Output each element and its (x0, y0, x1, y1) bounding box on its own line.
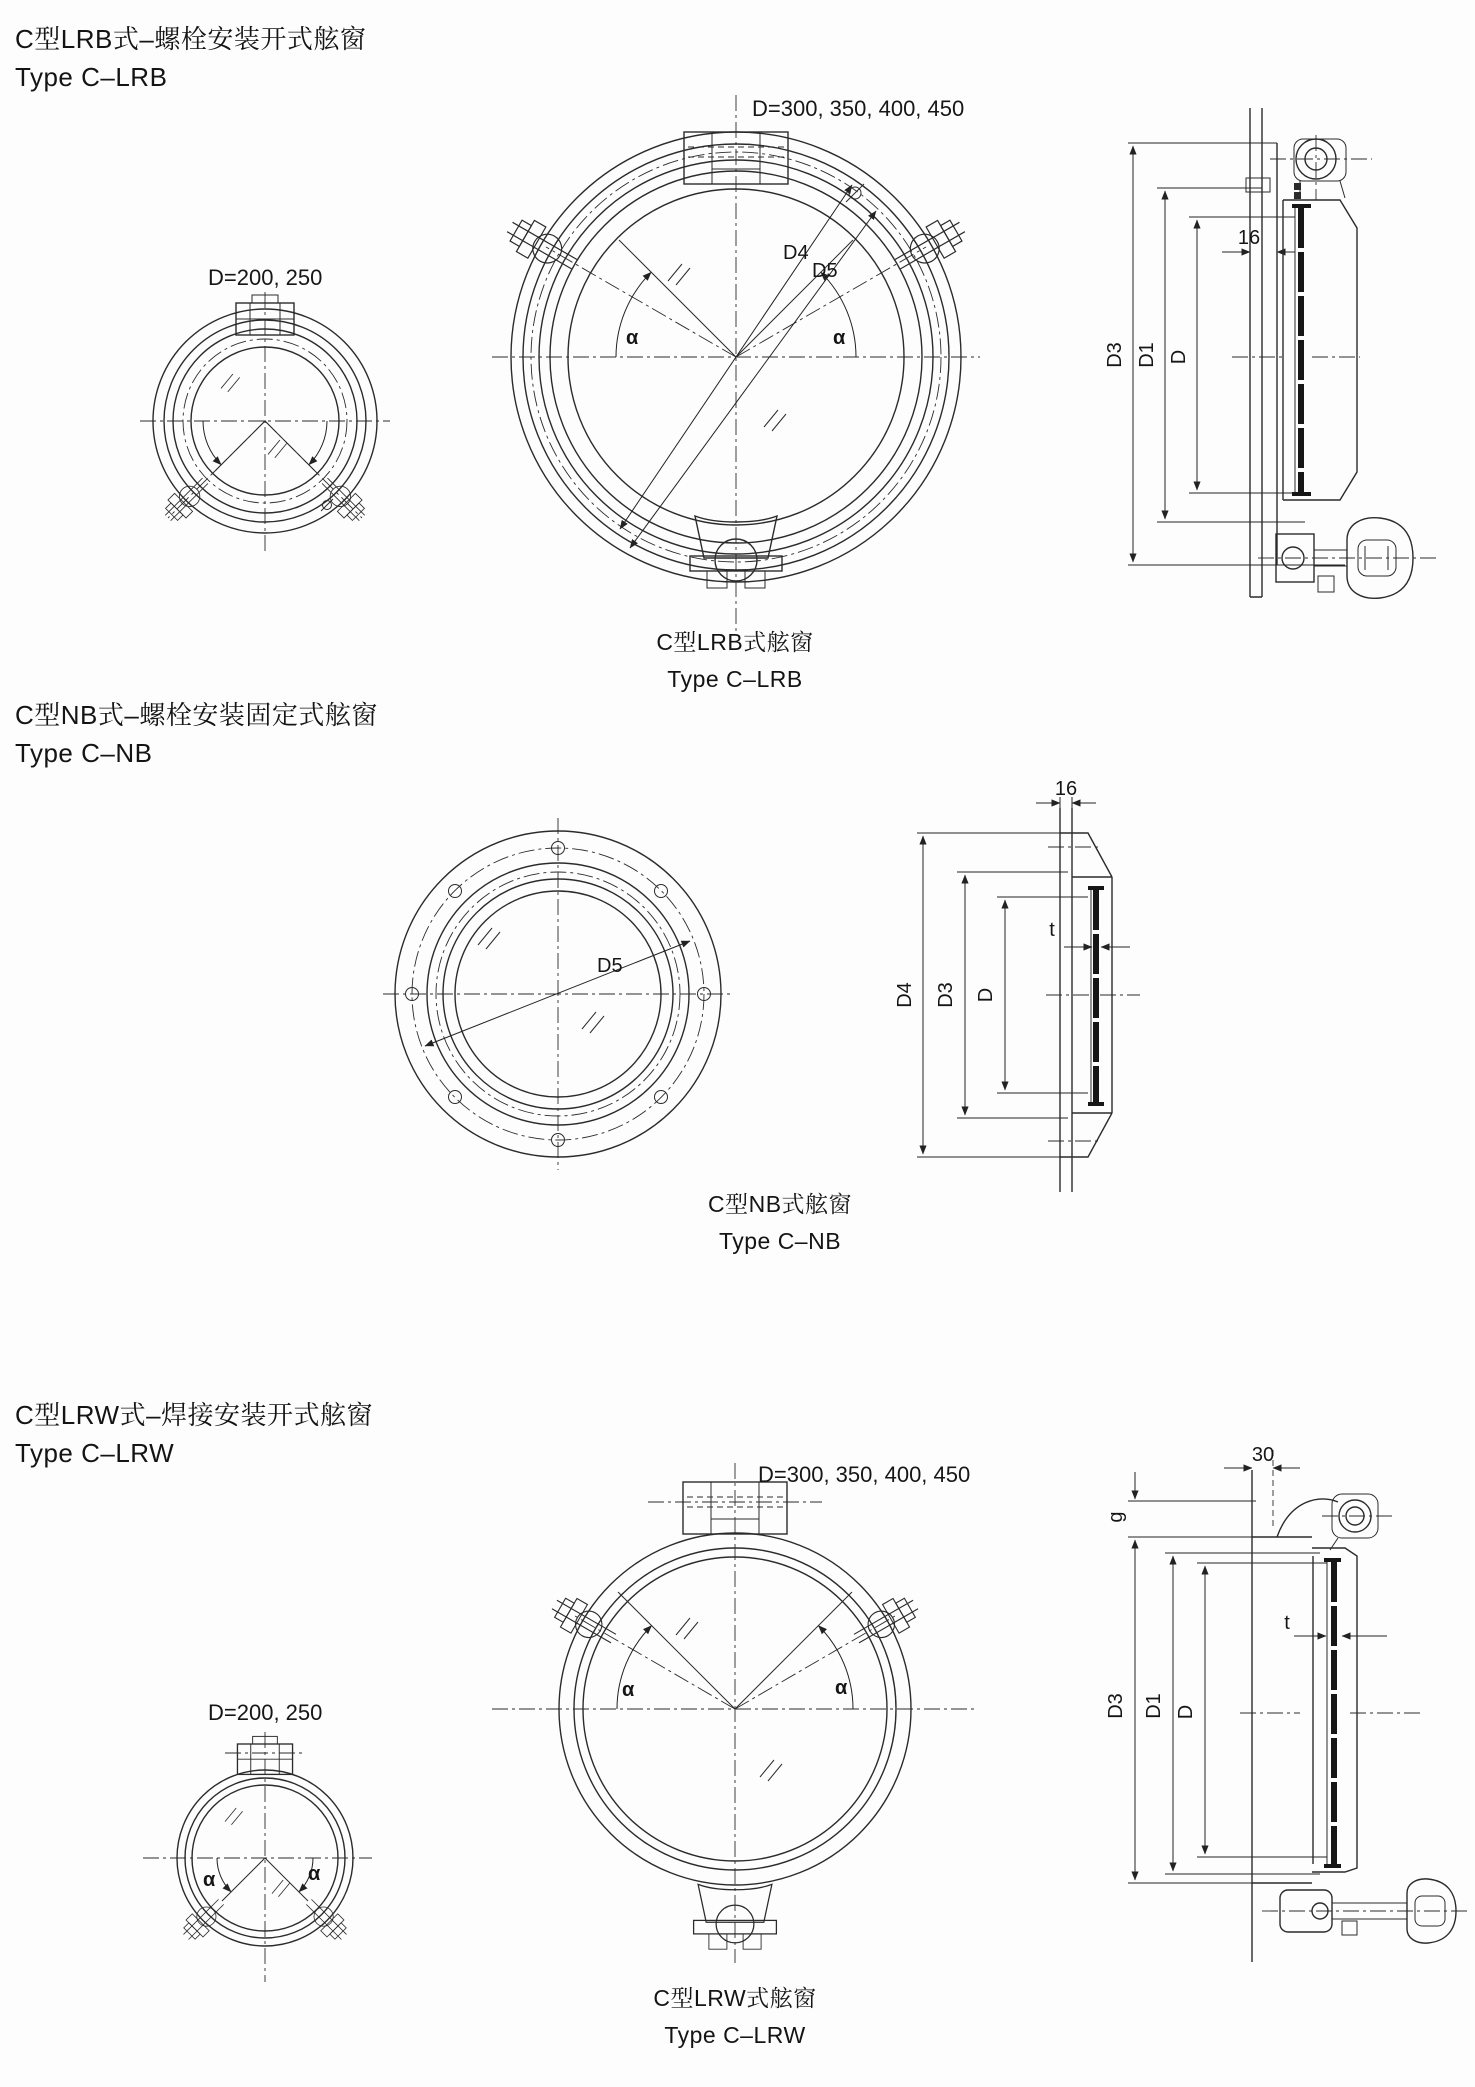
lrb-small-diameter-label: D=200, 250 (208, 265, 323, 290)
dim-t-label: t (1049, 919, 1055, 941)
lrw-small-diameter-label: D=200, 250 (208, 1700, 323, 1725)
dim-d3-label: D3 (935, 982, 957, 1008)
dim-16-label: 16 (1054, 778, 1078, 800)
dim-d-label: D (975, 987, 997, 1003)
lrw-caption-zh: C型LRW式舷窗 (653, 1985, 817, 2011)
dim-t-label: t (1284, 1612, 1290, 1634)
dim-30-label: 30 (1251, 1444, 1275, 1466)
lrb-front-large-view (492, 95, 980, 632)
alpha-label: α (203, 1869, 216, 1891)
alpha-label: α (833, 327, 846, 349)
swing-bolt-fastener (178, 1893, 230, 1945)
hinge (1270, 135, 1372, 200)
swing-bolt-wing-nut (1258, 518, 1440, 599)
dim-d4-label: D4 (894, 982, 916, 1008)
nb-caption-en: Type C–NB (718, 1228, 842, 1254)
lrb-title-en: Type C–LRB (15, 62, 168, 92)
glass-hatch (582, 1012, 604, 1033)
lrw-large-diameter-label: D=300, 350, 400, 450 (758, 1462, 971, 1487)
glass-hatch (221, 374, 240, 392)
dim-d1-label: D1 (1136, 342, 1158, 368)
alpha-label: α (622, 1679, 635, 1701)
lrb-large-diameter-label: D=300, 350, 400, 450 (752, 96, 965, 121)
dim-d3-label: D3 (1105, 1693, 1127, 1719)
swing-bolt-wing-nut (1262, 1879, 1468, 1943)
lrw-title-en: Type C–LRW (15, 1438, 175, 1468)
nb-section-view (894, 778, 1140, 1192)
dim-d1-label: D1 (1143, 1693, 1165, 1719)
nb-caption-zh: C型NB式舷窗 (707, 1191, 853, 1217)
glass-hatch (760, 1760, 782, 1781)
dim-16-label: 16 (1237, 227, 1261, 249)
lrw-front-small-view (143, 1700, 372, 1982)
alpha-label: α (626, 327, 639, 349)
lrw-section-view (1105, 1444, 1468, 1962)
lrw-title-zh: C型LRW式–焊接安装开式舷窗 (15, 1400, 374, 1430)
dim-d-label: D (1168, 349, 1190, 365)
lrb-front-small-view (140, 265, 390, 552)
dim-d-label: D (1175, 1704, 1197, 1720)
nb-title-zh: C型NB式–螺栓安装固定式舷窗 (15, 700, 378, 730)
dim-d5-label: D5 (812, 260, 838, 282)
lrw-caption-en: Type C–LRW (664, 2022, 806, 2048)
lrb-section-view (1104, 108, 1440, 598)
nb-front-view (383, 818, 733, 1170)
diameter-symbol-icon (846, 184, 864, 202)
dim-d5-label: D5 (597, 955, 623, 977)
glass-hatch (478, 928, 500, 949)
alpha-label: α (835, 1677, 848, 1699)
lrb-title-zh: C型LRB式–螺栓安装开式舷窗 (15, 24, 367, 54)
glass-hatch (676, 1618, 698, 1639)
lrb-caption-en: Type C–LRB (667, 666, 803, 692)
alpha-label: α (308, 1863, 321, 1885)
glass-hatch (268, 440, 287, 458)
glass-hatch (668, 264, 690, 285)
hinge (1322, 1494, 1392, 1550)
lrb-caption-zh: C型LRB式舷窗 (656, 629, 814, 655)
glass-hatch (225, 1808, 243, 1825)
lrw-front-large-view (492, 1462, 977, 1963)
diameter-symbol-icon (321, 499, 333, 511)
dim-d3-label: D3 (1104, 342, 1126, 368)
nb-title-en: Type C–NB (15, 738, 153, 768)
dim-d4-label: D4 (783, 242, 809, 264)
glass-hatch (272, 1880, 290, 1897)
swing-bolt-fastener (300, 1893, 352, 1945)
glass-hatch (764, 410, 786, 431)
dim-g-label: g (1105, 1511, 1127, 1523)
